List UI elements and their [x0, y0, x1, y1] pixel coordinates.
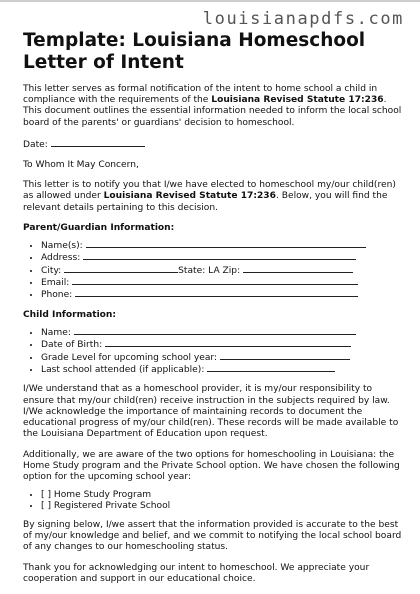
parent-name-label: Name(s): — [41, 240, 83, 251]
child-name-field[interactable] — [74, 326, 356, 335]
top-divider — [0, 0, 420, 2]
parent-name-item — [41, 239, 403, 251]
parent-city-label: City: — [41, 265, 62, 276]
parent-phone-field[interactable] — [75, 288, 358, 297]
child-section-heading: Child Information: — [23, 309, 117, 320]
child-grade-field[interactable] — [220, 351, 350, 360]
home-study-option[interactable]: • [ ] Home Study Program — [41, 490, 403, 500]
letter-document — [23, 30, 403, 594]
parent-address-label: Address: — [41, 253, 81, 264]
date-label: Date: — [23, 139, 48, 150]
options-list — [23, 490, 403, 511]
parent-phone-item — [41, 288, 403, 300]
intro-statute: Louisiana Revised Statute 17:236 — [211, 95, 384, 106]
date-line — [23, 138, 403, 151]
parent-phone-label: Phone: — [41, 290, 73, 301]
private-school-option[interactable]: • [ ] Registered Private School — [41, 501, 403, 511]
intro-paragraph — [23, 84, 403, 129]
parent-city-item — [41, 264, 403, 276]
child-dob-item — [41, 338, 403, 350]
notify-text-end: . Below, you will find the relevant details pertaining to this decision. — [23, 191, 388, 213]
parent-email-label: Email: — [41, 278, 70, 289]
parent-address-field[interactable] — [83, 251, 356, 260]
parent-zip-field[interactable] — [243, 264, 353, 273]
child-grade-label: Grade Level for upcoming school year: — [41, 352, 218, 363]
thanks-paragraph: Thank you for acknowledging our intent to homeschool. We appreciate your cooperation and support in our educational choice. — [23, 562, 370, 584]
notify-text-start: This letter is to notify you that I/we have elected to homeschool my/our child(ren) as allowed under — [23, 180, 396, 202]
understand-paragraph: I/We understand that as a homeschool provider, it is my/our responsibility to ensure that my/our child(ren) receive instruction in the subjects required by law. I/We acknowledge the importance of maintaining records to document the educational progress of my/our child(ren). These records will be made available to the Louisiana Department of Education upon request. — [23, 384, 399, 440]
salutation: To Whom It May Concern, — [23, 160, 139, 171]
parent-email-field[interactable] — [72, 276, 358, 285]
parent-address-item — [41, 251, 403, 263]
parent-city-field[interactable] — [64, 264, 178, 273]
parent-email-item — [41, 276, 403, 288]
parent-section-heading: Parent/Guardian Information: — [23, 222, 175, 233]
date-field[interactable] — [51, 138, 145, 147]
parent-info-list — [23, 239, 403, 301]
notify-paragraph — [23, 180, 403, 214]
child-grade-item — [41, 351, 403, 363]
child-school-label: Last school attended (if applicable): — [41, 365, 205, 376]
options-paragraph: Additionally, we are aware of the two options for homeschooling in Louisiana: the Home Study program and the Private School option. We have chosen the following option for the upcoming school year: — [23, 449, 400, 482]
notify-statute: Louisiana Revised Statute 17:236 — [103, 191, 276, 202]
page-title: Template: Louisiana Homeschool Letter of Intent — [23, 30, 366, 73]
intro-text-start: This letter serves as formal notification of the intent to home school a child in compliance with the requirements of the — [23, 84, 378, 106]
brand-logo-text: louisianapdfs.com — [202, 9, 404, 29]
child-dob-field[interactable] — [105, 338, 351, 347]
child-name-label: Name: — [41, 327, 71, 338]
signing-paragraph: By signing below, I/we assert that the information provided is accurate to the best of my/our knowledge and belief, and we commit to notifying the local school board of any changes to our homeschooling status. — [23, 519, 402, 553]
child-school-item — [41, 363, 403, 375]
child-dob-label: Date of Birth: — [41, 340, 103, 351]
child-school-field[interactable] — [207, 363, 335, 372]
child-name-item — [41, 326, 403, 338]
intro-text-end: . This document outlines the essential information needed to inform the local school board of the parents' or guardians' decision to homeschool. — [23, 95, 402, 128]
parent-name-field[interactable] — [86, 239, 366, 248]
child-info-list — [23, 326, 403, 376]
parent-state-zip-label: State: LA Zip: — [178, 265, 241, 276]
